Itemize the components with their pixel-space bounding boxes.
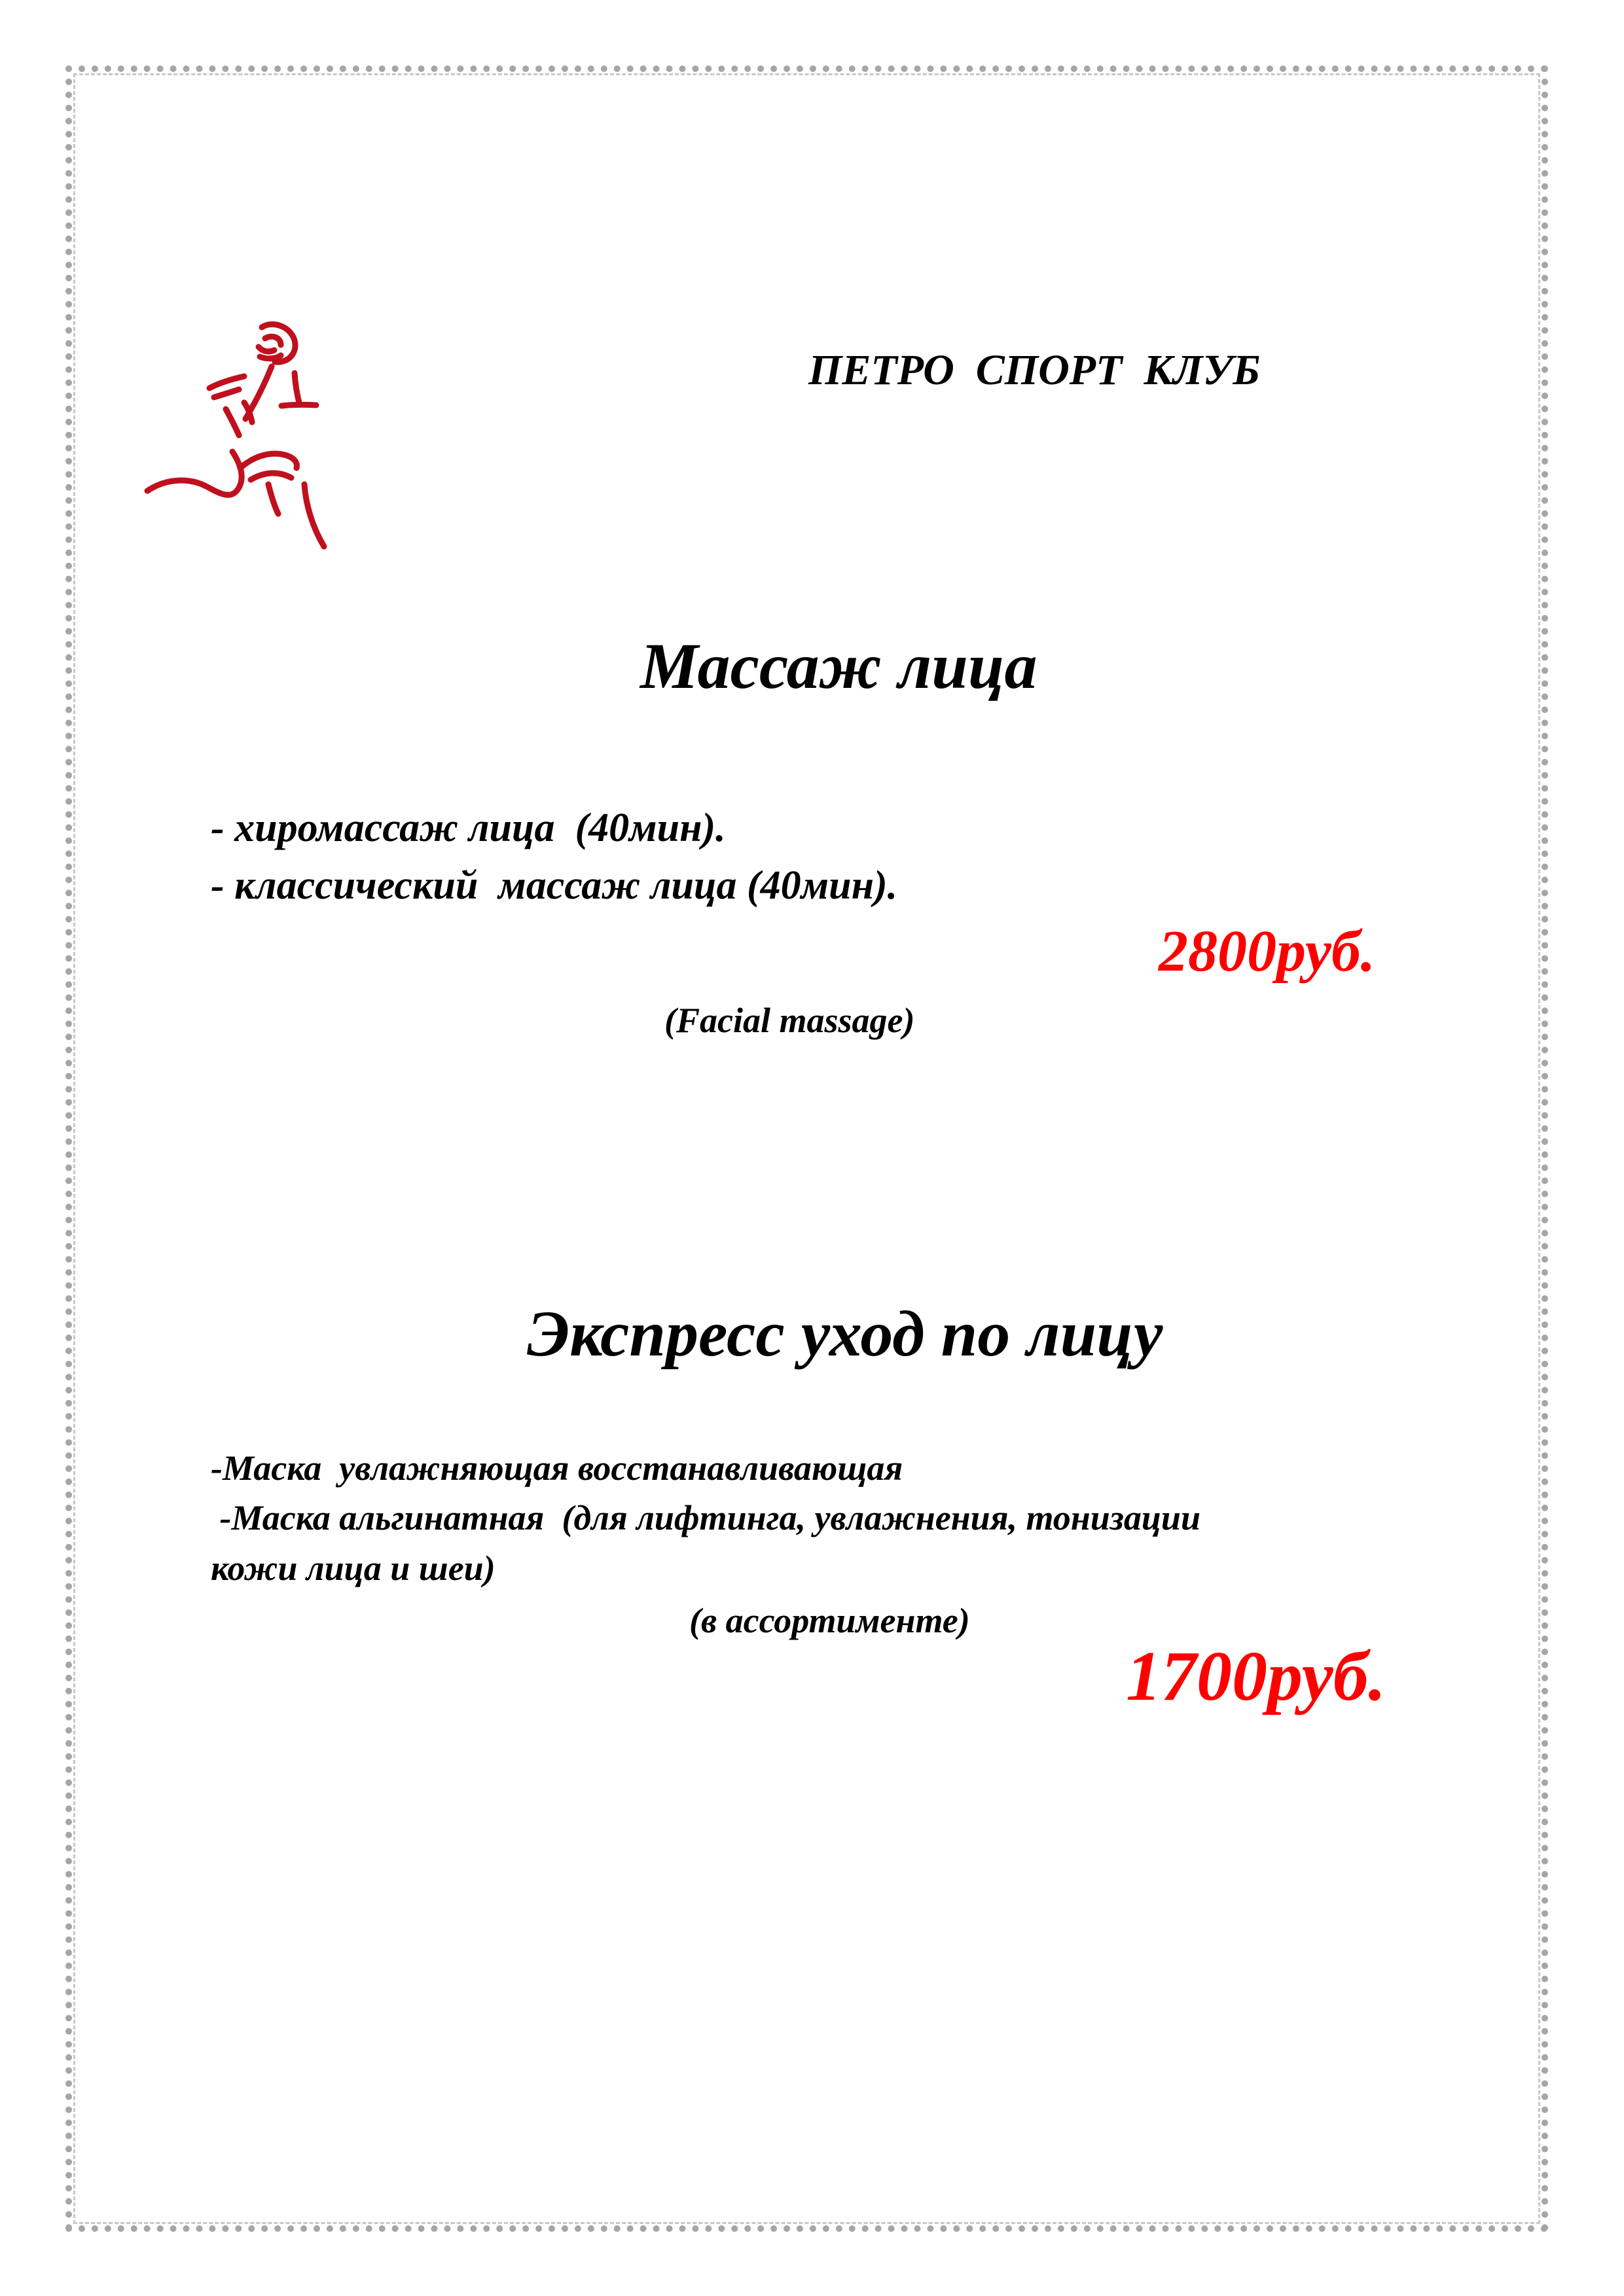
service-item: - классический массаж лица (40мин). <box>211 863 898 908</box>
section-note-english: (Facial massage) <box>664 1001 915 1040</box>
service-item: - хиромассаж лица (40мин). <box>211 806 726 850</box>
runner-logo-icon <box>141 311 337 560</box>
service-item: -Маска увлажняющая восстанавливающая <box>211 1448 903 1488</box>
section-title-express-care: Экспресс уход по лицу <box>527 1297 1163 1370</box>
section-title-facial-massage: Массаж лица <box>640 630 1038 702</box>
section-note-assortment: (в ассортименте) <box>689 1601 970 1640</box>
service-item: кожи лица и шеи) <box>211 1549 496 1588</box>
service-item: -Маска альгинатная (для лифтинга, увлажнения, тонизации <box>211 1498 1200 1537</box>
price-facial-massage: 2800руб. <box>1159 919 1376 984</box>
club-name: ПЕТРО СПОРТ КЛУБ <box>808 346 1261 394</box>
price-express-care: 1700руб. <box>1126 1638 1386 1715</box>
